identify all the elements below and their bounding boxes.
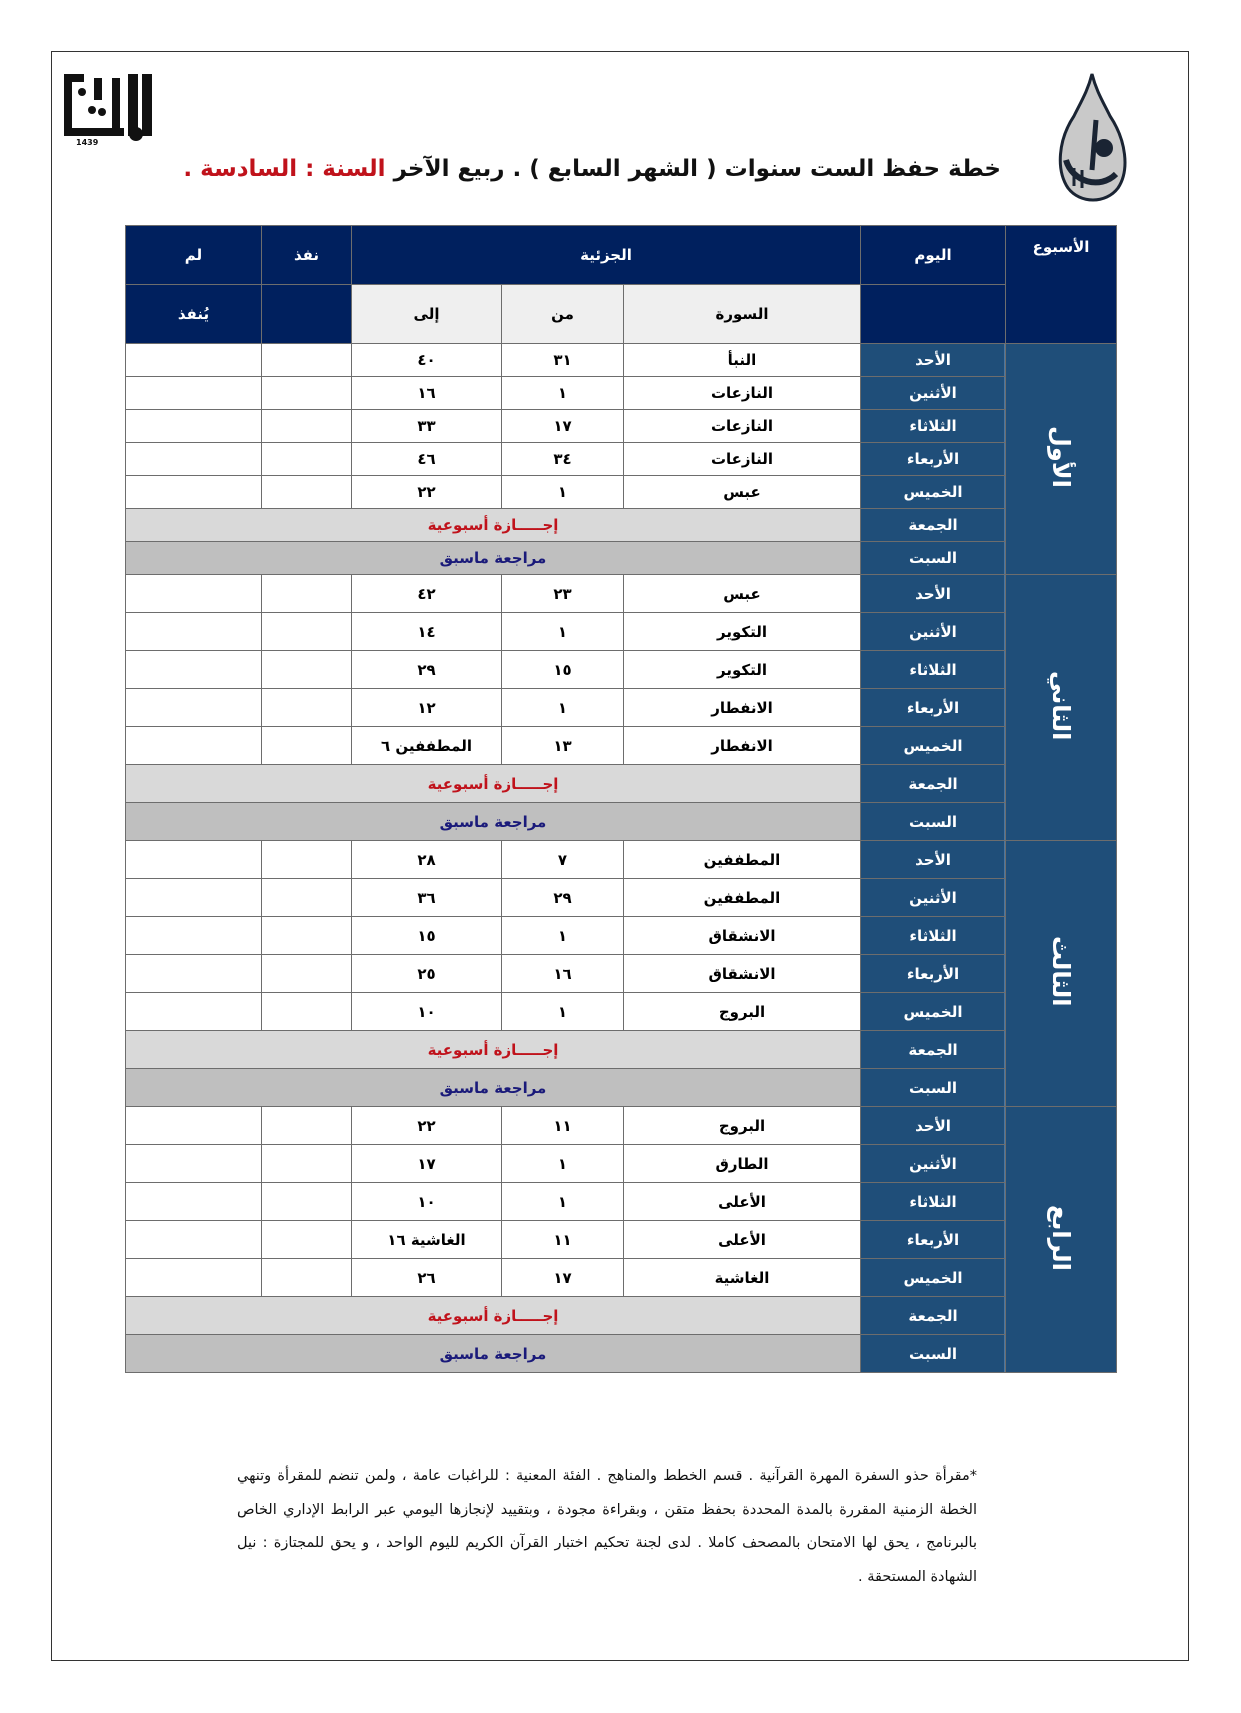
done-checkbox-cell[interactable] xyxy=(262,613,352,651)
day-cell: السبت xyxy=(861,1069,1006,1107)
day-cell: الجمعة xyxy=(861,765,1006,803)
day-cell: الجمعة xyxy=(861,509,1006,542)
not-done-checkbox-cell[interactable] xyxy=(126,575,262,613)
from-cell: ١ xyxy=(502,993,624,1031)
week-label-text: الثاني xyxy=(1047,670,1075,741)
day-cell: الثلاثاء xyxy=(861,1183,1006,1221)
table-row-friday xyxy=(126,1031,1117,1069)
surah-cell: الانفطار xyxy=(624,689,861,727)
from-cell: ٣١ xyxy=(502,344,624,377)
table-row xyxy=(126,955,1117,993)
surah-cell: التكوير xyxy=(624,651,861,689)
day-cell: الأثنين xyxy=(861,613,1006,651)
to-cell: ٢٨ xyxy=(352,841,502,879)
table-row-saturday xyxy=(126,542,1117,575)
table-row xyxy=(126,879,1117,917)
day-cell: السبت xyxy=(861,1335,1006,1373)
header-done: نفذ xyxy=(262,226,352,285)
not-done-checkbox-cell[interactable] xyxy=(126,1107,262,1145)
surah-cell: الانشقاق xyxy=(624,917,861,955)
not-done-checkbox-cell[interactable] xyxy=(126,1221,262,1259)
header-done-blank xyxy=(262,285,352,344)
not-done-checkbox-cell[interactable] xyxy=(126,879,262,917)
day-cell: الجمعة xyxy=(861,1297,1006,1335)
table-row xyxy=(126,1259,1117,1297)
day-cell: الأربعاء xyxy=(861,1221,1006,1259)
surah-cell: النازعات xyxy=(624,377,861,410)
surah-cell: البروج xyxy=(624,993,861,1031)
header-from: من xyxy=(502,285,624,344)
weekly-off-cell: إجـــــازة أسبوعية xyxy=(126,509,861,542)
to-cell: ١٠ xyxy=(352,1183,502,1221)
itqan-logo xyxy=(62,68,154,146)
header-day-blank xyxy=(861,285,1006,344)
review-cell: مراجعة ماسبق xyxy=(126,1069,861,1107)
to-cell: ١٧ xyxy=(352,1145,502,1183)
day-cell: الخميس xyxy=(861,476,1006,509)
from-cell: ١ xyxy=(502,377,624,410)
table-row xyxy=(126,917,1117,955)
day-cell: الخميس xyxy=(861,1259,1006,1297)
not-done-checkbox-cell[interactable] xyxy=(126,993,262,1031)
from-cell: ٧ xyxy=(502,841,624,879)
memorization-plan-table xyxy=(125,225,1117,1373)
from-cell: ١٧ xyxy=(502,1259,624,1297)
to-cell: ٤٠ xyxy=(352,344,502,377)
done-checkbox-cell[interactable] xyxy=(262,443,352,476)
not-done-checkbox-cell[interactable] xyxy=(126,476,262,509)
from-cell: ١١ xyxy=(502,1221,624,1259)
table-row-saturday xyxy=(126,1335,1117,1373)
day-cell: الأحد xyxy=(861,575,1006,613)
week-label xyxy=(1006,1107,1117,1373)
from-cell: ١ xyxy=(502,613,624,651)
weekly-off-cell: إجـــــازة أسبوعية xyxy=(126,765,861,803)
day-cell: الأثنين xyxy=(861,879,1006,917)
day-cell: الثلاثاء xyxy=(861,651,1006,689)
header-to: إلى xyxy=(352,285,502,344)
done-checkbox-cell[interactable] xyxy=(262,1145,352,1183)
from-cell: ١ xyxy=(502,689,624,727)
header-not-done-2: يُنفذ xyxy=(126,285,262,344)
table-row xyxy=(126,993,1117,1031)
day-cell: الأثنين xyxy=(861,377,1006,410)
to-cell: ٢٦ xyxy=(352,1259,502,1297)
surah-cell: الانفطار xyxy=(624,727,861,765)
not-done-checkbox-cell[interactable] xyxy=(126,651,262,689)
done-checkbox-cell[interactable] xyxy=(262,993,352,1031)
done-checkbox-cell[interactable] xyxy=(262,955,352,993)
hadhw-logo xyxy=(1052,70,1132,206)
surah-cell: عبس xyxy=(624,575,861,613)
done-checkbox-cell[interactable] xyxy=(262,1221,352,1259)
not-done-checkbox-cell[interactable] xyxy=(126,613,262,651)
week-label-text: الرابع xyxy=(1047,1204,1075,1271)
from-cell: ١ xyxy=(502,1145,624,1183)
week-label xyxy=(1006,344,1117,575)
done-checkbox-cell[interactable] xyxy=(262,1259,352,1297)
review-cell: مراجعة ماسبق xyxy=(126,803,861,841)
week-label-text: الثالث xyxy=(1047,936,1075,1007)
from-cell: ١٧ xyxy=(502,410,624,443)
done-checkbox-cell[interactable] xyxy=(262,1107,352,1145)
day-cell: الأثنين xyxy=(861,1145,1006,1183)
from-cell: ١٣ xyxy=(502,727,624,765)
review-cell: مراجعة ماسبق xyxy=(126,1335,861,1373)
surah-cell: النبأ xyxy=(624,344,861,377)
day-cell: الأربعاء xyxy=(861,955,1006,993)
not-done-checkbox-cell[interactable] xyxy=(126,955,262,993)
table-row xyxy=(126,1183,1117,1221)
to-cell: المطففين ٦ xyxy=(352,727,502,765)
surah-cell: الأعلى xyxy=(624,1221,861,1259)
day-cell: الأربعاء xyxy=(861,443,1006,476)
from-cell: ١٥ xyxy=(502,651,624,689)
surah-cell: الانشقاق xyxy=(624,955,861,993)
done-checkbox-cell[interactable] xyxy=(262,1183,352,1221)
done-checkbox-cell[interactable] xyxy=(262,727,352,765)
to-cell: ٣٦ xyxy=(352,879,502,917)
done-checkbox-cell[interactable] xyxy=(262,575,352,613)
weekly-off-cell: إجـــــازة أسبوعية xyxy=(126,1031,861,1069)
footer-note: *مقرأة حذو السفرة المهرة القرآنية . قسم الخطط والمناهج . الفئة المعنية : للراغبات عامة ، ولمن تنضم للمقرأة وتنهي الخطة الزمنية المقررة بالمدة المحددة بحفظ متقن ، وبقراءة مجودة ، وبتقييد لإنجازها اليومي عبر الرابط الإداري الخاص بالبرنامج ، يحق لها الامتحان بالمصحف كاملا . لدى لجنة تحكيم اختبار القرآن الكريم لليوم الواحد ، و يحق للمجتازة : نيل الشهادة المستحقة . xyxy=(237,1468,977,1585)
from-cell: ١ xyxy=(502,917,624,955)
surah-cell: النازعات xyxy=(624,443,861,476)
from-cell: ١١ xyxy=(502,1107,624,1145)
surah-cell: الغاشية xyxy=(624,1259,861,1297)
surah-cell: التكوير xyxy=(624,613,861,651)
done-checkbox-cell[interactable] xyxy=(262,689,352,727)
week-label-text: الأول xyxy=(1047,426,1075,488)
table-row-saturday xyxy=(126,1069,1117,1107)
from-cell: ٢٩ xyxy=(502,879,624,917)
day-cell: الأحد xyxy=(861,841,1006,879)
day-cell: الخميس xyxy=(861,993,1006,1031)
title-main: خطة حفظ الست سنوات ( الشهر السابع ) . ربيع الآخر xyxy=(385,156,1001,182)
day-cell: الثلاثاء xyxy=(861,917,1006,955)
review-cell: مراجعة ماسبق xyxy=(126,542,861,575)
header-portion: الجزئية xyxy=(352,226,861,285)
surah-cell: عبس xyxy=(624,476,861,509)
to-cell: ٤٢ xyxy=(352,575,502,613)
day-cell: الثلاثاء xyxy=(861,410,1006,443)
surah-cell: المطففين xyxy=(624,841,861,879)
not-done-checkbox-cell[interactable] xyxy=(126,410,262,443)
from-cell: ٣٤ xyxy=(502,443,624,476)
done-checkbox-cell[interactable] xyxy=(262,476,352,509)
table-row-friday xyxy=(126,765,1117,803)
not-done-checkbox-cell[interactable] xyxy=(126,1183,262,1221)
from-cell: ١٦ xyxy=(502,955,624,993)
day-cell: الأحد xyxy=(861,344,1006,377)
surah-cell: الأعلى xyxy=(624,1183,861,1221)
to-cell: ١٤ xyxy=(352,613,502,651)
day-cell: الجمعة xyxy=(861,1031,1006,1069)
table-row xyxy=(126,689,1117,727)
header-day: اليوم xyxy=(861,226,1006,285)
surah-cell: النازعات xyxy=(624,410,861,443)
to-cell: ١٥ xyxy=(352,917,502,955)
header-week: الأسبوع xyxy=(1006,226,1117,344)
not-done-checkbox-cell[interactable] xyxy=(126,377,262,410)
day-cell: السبت xyxy=(861,542,1006,575)
not-done-checkbox-cell[interactable] xyxy=(126,841,262,879)
surah-cell: الطارق xyxy=(624,1145,861,1183)
surah-cell: المطففين xyxy=(624,879,861,917)
not-done-checkbox-cell[interactable] xyxy=(126,727,262,765)
week-label xyxy=(1006,575,1117,841)
to-cell: ٢٥ xyxy=(352,955,502,993)
table-row-saturday xyxy=(126,803,1117,841)
to-cell: ٢٩ xyxy=(352,651,502,689)
title-year: السنة : السادسة . xyxy=(183,156,386,182)
day-cell: الأربعاء xyxy=(861,689,1006,727)
to-cell: الغاشية ١٦ xyxy=(352,1221,502,1259)
to-cell: ٢٢ xyxy=(352,1107,502,1145)
table-row xyxy=(126,1221,1117,1259)
table-row xyxy=(126,727,1117,765)
page-title xyxy=(183,156,1001,182)
table-row xyxy=(126,1145,1117,1183)
done-checkbox-cell[interactable] xyxy=(262,410,352,443)
table-row-friday xyxy=(126,1297,1117,1335)
day-cell: الخميس xyxy=(861,727,1006,765)
table-row xyxy=(126,476,1117,509)
done-checkbox-cell[interactable] xyxy=(262,651,352,689)
to-cell: ١٢ xyxy=(352,689,502,727)
not-done-checkbox-cell[interactable] xyxy=(126,1259,262,1297)
done-checkbox-cell[interactable] xyxy=(262,841,352,879)
table-row xyxy=(126,1107,1117,1145)
done-checkbox-cell[interactable] xyxy=(262,377,352,410)
from-cell: ١ xyxy=(502,1183,624,1221)
week-label xyxy=(1006,841,1117,1107)
weekly-off-cell: إجـــــازة أسبوعية xyxy=(126,1297,861,1335)
to-cell: ١٦ xyxy=(352,377,502,410)
table-row xyxy=(126,613,1117,651)
done-checkbox-cell[interactable] xyxy=(262,344,352,377)
not-done-checkbox-cell[interactable] xyxy=(126,1145,262,1183)
not-done-checkbox-cell[interactable] xyxy=(126,689,262,727)
surah-cell: البروج xyxy=(624,1107,861,1145)
to-cell: ٣٣ xyxy=(352,410,502,443)
table-row-friday xyxy=(126,509,1117,542)
table-row xyxy=(126,377,1117,410)
table-row xyxy=(126,651,1117,689)
table-row xyxy=(126,841,1117,879)
table-row xyxy=(126,575,1117,613)
logo-year: 1439 xyxy=(76,138,99,146)
to-cell: ٢٢ xyxy=(352,476,502,509)
to-cell: ١٠ xyxy=(352,993,502,1031)
header-surah: السورة xyxy=(624,285,861,344)
header-not-done-1: لم xyxy=(126,226,262,285)
not-done-checkbox-cell[interactable] xyxy=(126,917,262,955)
table-row xyxy=(126,443,1117,476)
done-checkbox-cell[interactable] xyxy=(262,917,352,955)
done-checkbox-cell[interactable] xyxy=(262,879,352,917)
not-done-checkbox-cell[interactable] xyxy=(126,344,262,377)
from-cell: ٢٣ xyxy=(502,575,624,613)
day-cell: الأحد xyxy=(861,1107,1006,1145)
not-done-checkbox-cell[interactable] xyxy=(126,443,262,476)
table-row xyxy=(126,344,1117,377)
day-cell: السبت xyxy=(861,803,1006,841)
to-cell: ٤٦ xyxy=(352,443,502,476)
table-row xyxy=(126,410,1117,443)
from-cell: ١ xyxy=(502,476,624,509)
